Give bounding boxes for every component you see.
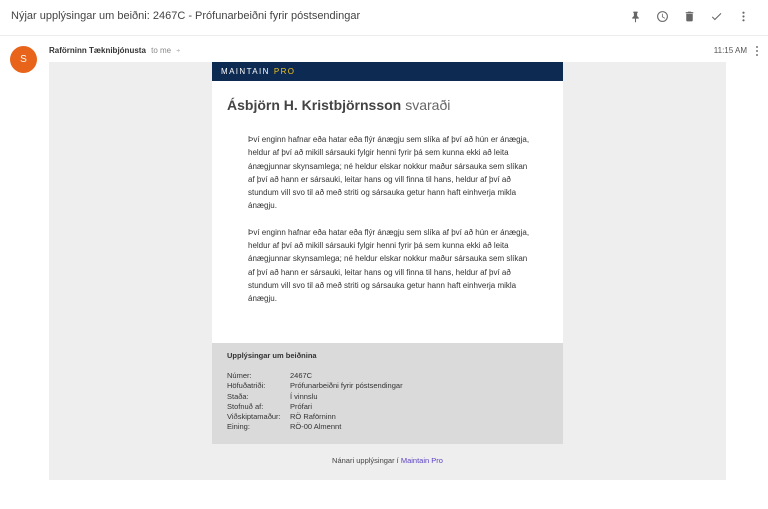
reply-paragraph: Því enginn hafnar eða hatar eða flýr ánægju sem slíka af því að hún er ánægja, heldur af því að mikill sársauki fylgir henni fyrir þá sem kunna ekki að leita ánægjunnar skynsamlega; né heldur elskar nokkur maður sársauka sem slíkan af því að hann er sársauki, leitar hans og vill finna til hans, heldur af því að stundum vill svo til að með striti og sársauka getur hann haft einhverja mikla ánægju. <box>248 135 530 211</box>
info-row <box>227 371 548 381</box>
info-value: RÖ Raförninn <box>290 412 336 422</box>
reply-verb: svaraði <box>405 97 451 113</box>
request-info-title: Upplýsingar um beiðnina <box>227 351 317 360</box>
info-label: Staða: <box>227 391 249 401</box>
info-row <box>227 422 548 432</box>
info-value: Í vinnslu <box>290 391 318 401</box>
clock-icon[interactable] <box>655 9 669 23</box>
info-label: Númer: <box>227 371 252 380</box>
info-label: Stofnuð af: <box>227 401 264 411</box>
more-vert-icon[interactable] <box>736 9 750 23</box>
reply-author: Ásbjörn H. Kristbjörnsson <box>227 97 402 113</box>
sender-line <box>49 46 180 55</box>
reply-content <box>212 81 563 343</box>
brand-header <box>212 62 563 81</box>
footer-text: Nánari upplýsingar í <box>332 456 399 465</box>
message-time: 11:15 AM <box>713 46 747 55</box>
reply-paragraph: Því enginn hafnar eða hatar eða flýr ánægju sem slíka af því að hún er ánægja, heldur af því að mikill sársauki fylgir henni fyrir þá sem kunna ekki að leita ánægjunnar skynsamlega; né heldur elskar nokkur maður sársauka sem slíkan af því að hann er sársauki, leitar hans og vill finna til hans, heldur af því að stundum vill svo til að með striti og sársauka getur hann haft einhverja mikla ánægju. <box>248 227 530 304</box>
email-footer <box>49 456 726 465</box>
email-header-bar <box>0 0 768 36</box>
recipient-details-caret-icon[interactable]: ÷ <box>176 48 181 55</box>
email-body <box>49 62 726 480</box>
email-card <box>212 62 563 444</box>
info-label: Eining: <box>227 422 250 432</box>
trash-icon[interactable] <box>682 9 696 23</box>
pin-icon[interactable] <box>628 9 642 23</box>
info-row <box>227 412 548 422</box>
info-value: 2467C <box>290 371 313 380</box>
info-row <box>227 402 548 412</box>
brand-logo-right: PRO <box>273 67 296 76</box>
info-row <box>227 381 548 391</box>
info-label: Viðskiptamaður: <box>227 412 281 422</box>
email-actions <box>628 9 750 23</box>
brand-logo-left: MAINTAIN <box>221 67 270 76</box>
maintain-pro-link[interactable]: Maintain Pro <box>400 456 443 465</box>
request-info <box>212 343 563 444</box>
info-row <box>227 392 548 402</box>
message-more-icon[interactable] <box>752 45 762 57</box>
info-label: Höfuðatriði: <box>227 381 266 391</box>
info-value: Prófari <box>290 401 313 411</box>
email-subject: Nýjar upplýsingar um beiðni: 2467C - Prófunarbeiðni fyrir póstsendingar <box>11 10 361 22</box>
info-value: RÖ-00 Almennt <box>290 422 342 432</box>
check-icon[interactable] <box>709 9 723 23</box>
recipient-label: to me <box>151 46 172 55</box>
avatar[interactable]: S <box>10 46 37 73</box>
reply-headline <box>227 97 548 113</box>
sender-name[interactable]: Raförninn Tæknibjónusta <box>49 46 146 55</box>
info-value: Prófunarbeiðni fyrir póstsendingar <box>290 381 403 391</box>
